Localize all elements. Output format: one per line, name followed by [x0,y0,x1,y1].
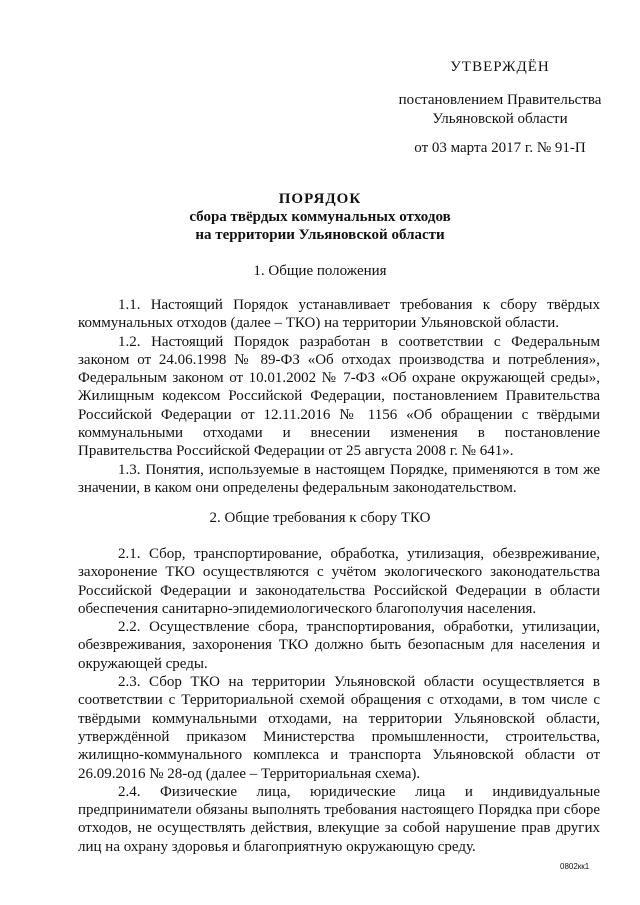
paragraph-1-3: 1.3. Понятия, используемые в настоящем Порядке, применяются в том же значении, в каком они определены федеральным законодательством. [78,461,600,496]
approval-line-1: постановлением Правительства [398,92,602,108]
approval-block [380,58,620,158]
document-title [70,190,570,244]
paragraph-2-1: 2.1. Сбор, транспортирование, обработка, утилизация, обезвреживание, захоронение ТКО осуществляются с учётом экологического законодательства Российской Федерации и законодательства Российской Федерации в области обеспечения санитарно-эпидемиологического благополучия населения. [78,546,600,617]
title-main: ПОРЯДОК [278,191,362,207]
section-2-body [78,545,600,856]
title-line-2: на территории Ульяновской области [195,227,445,243]
paragraph-2-3: 2.3. Сбор ТКО на территории Ульяновской области осуществляется в соответствии с Территориальной схемой обращения с отходами, в том числе с твёрдыми коммунальными отходами, на территории Ульяновской области, утверждённой приказом Министерства промышленности, строительства, жилищно-коммунального комплекса и транспорта Ульяновской области от 26.09.2016 № 28-од (далее – Территориальная схема). [78,674,600,782]
section-2-heading: 2. Общие требования к сбору ТКО [209,510,431,526]
approval-date: от 03 марта 2017 г. № 91-П [414,140,586,156]
approval-stamp: УТВЕРЖДЁН [450,59,550,75]
paragraph-2-4: 2.4. Физические лица, юридические лица и индивидуальные предприниматели обязаны выполнять требования настоящего Порядка при сборе отходов, не осуществлять действия, влекущие за собой нарушение прав других лиц на охрану здоровья и благоприятную окружающую среду. [78,783,600,855]
paragraph-1-1: 1.1. Настоящий Порядок устанавливает требования к сбору твёрдых коммунальных отходов (далее – ТКО) на территории Ульяновской области. [78,297,600,332]
section-1-body [78,296,600,497]
title-line-1: сбора твёрдых коммунальных отходов [189,209,451,225]
approval-line-2: Ульяновской области [432,111,568,127]
footer-code: 0802кк1 [560,862,590,871]
paragraph-2-2: 2.2. Осуществление сбора, транспортирования, обработки, утилизации, обезвреживания, захоронения ТКО должно быть безопасным для населения и окружающей среды. [78,619,600,672]
section-1-heading: 1. Общие положения [253,263,387,279]
paragraph-1-2: 1.2. Настоящий Порядок разработан в соответствии с Федеральным законом от 24.06.1998 № 89-ФЗ «Об отходах производства и потребления», Федеральным законом от 10.01.2002 № 7-ФЗ «Об охране окружающей среды», Жилищным кодексом Российской Федерации, постановлением Правительства Российской Федерации от 12.11.2016 № 1156 «Об обращении с твёрдыми коммунальными отходами и внесении изменения в постановление Правительства Российской Федерации от 25 августа 2008 г. № 641». [78,333,600,460]
